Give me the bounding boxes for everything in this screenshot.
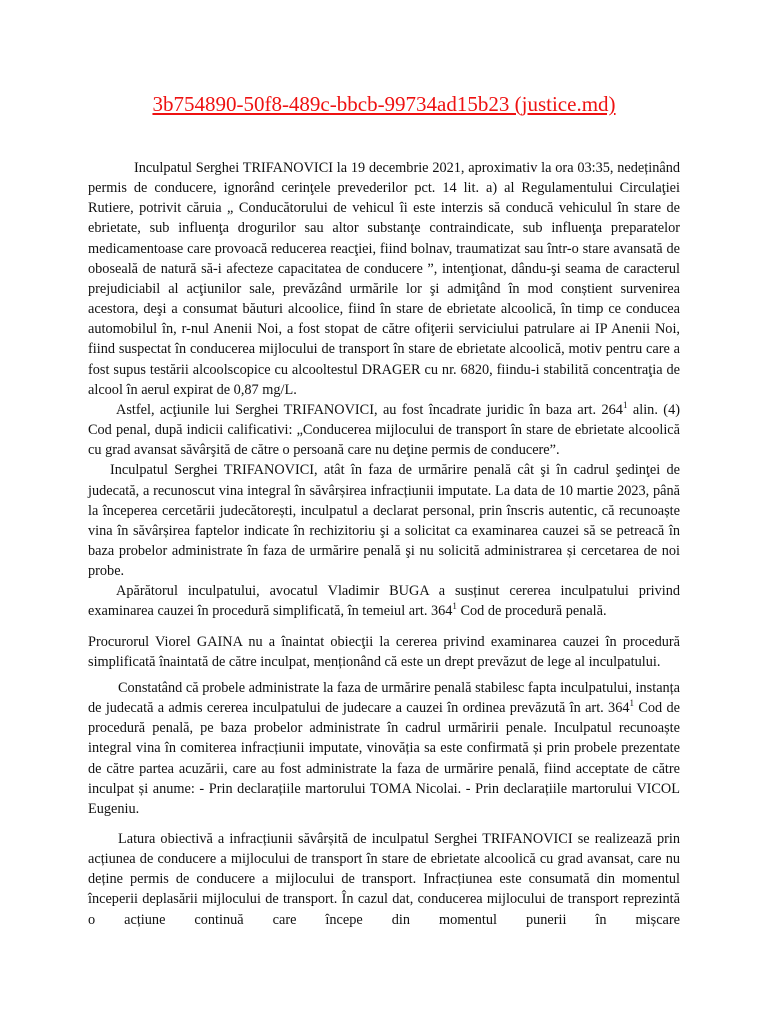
superscript: 1: [629, 698, 635, 709]
document-body: [88, 158, 680, 930]
paragraph-objective-side: Latura obiectivă a infracțiunii săvârșită de inculpatul Serghei TRIFANOVICI se realizează prin acțiunea de conducere a mijlocului de transport în stare de ebrietate alcoolică cu grad avansat, care nu deține permis de conducere a mijlocului de transport. Infracțiunea este consumată din momentul începerii deplasării mijlocului de transport. În cazul dat, conducerea mijlocului de transport reprezintă o acțiune continuă care începe din momentul punerii în mișcare: [88, 831, 680, 928]
paragraph-court-finding: [88, 678, 680, 819]
superscript: 1: [452, 601, 457, 612]
paragraph-legal-qualification: [88, 400, 680, 460]
paragraph-prosecutor: Procurorul Viorel GAINA nu a înaintat obiecţii la cererea privind examinarea cauzei în procedură simplificată înaintată de către inculpat, menționând că este un drept prevăzut de lege al inculpatului.: [88, 633, 680, 670]
paragraph-offense-description: Inculpatul Serghei TRIFANOVICI la 19 decembrie 2021, aproximativ la ora 03:35, nedeținând permis de conducere, ignorând cerinţele prevederilor pct. 14 lit. a) al Regulamentului Circulaţiei Rutiere, potrivit căruia „ Conducătorului de vehicul îi este interzis să conducă vehiculul în stare de ebrietate, sub influenţa drogurilor sau altor substanţe contraindicate, sub influenţa preparatelor medicamentoase care provoacă reducerea reacţiei, fiind bolnav, traumatizat sau într-o stare avansată de oboseală de natură să-i afecteze capacitatea de conducere ”, intenţionat, dându-şi seama de caracterul prejudiciabil al acţiunilor sale, prevăzând urmările lor şi admiţând în mod conștient survenirea acestora, deşi a consumat băuturi alcoolice, fiind în stare de ebrietate alcoolică, în timp ce conducea automobilul în, r-nul Anenii Noi, a fost stopat de către ofiţerii serviciului patrulare ai IP Anenii Noi, fiind suspectat în conducerea mijlocului de transport în stare de ebrietate alcoolică, motiv pentru care a fost supus testării alcoolscopice cu alcooltestul DRAGER cu nr. 6820, fiindu-i stabilită concentraţia de alcool în aerul expirat de 0,87 mg/L.: [88, 160, 680, 398]
text-segment: alin. (4) Cod penal, după indicii calificativi: „Conducerea mijlocului de transport în stare de ebrietate alcoolică cu grad avansat săvârşită de către o persoană care nu deţine permis de conducere”.: [88, 401, 680, 459]
text-segment: Cod de procedură penală.: [456, 603, 607, 620]
text-segment: Apărătorul inculpatului, avocatul Vladimir BUGA a susținut cererea inculpatului privind examinarea cauzei în procedură simplificată, în temeiul art. 364: [88, 583, 680, 620]
text-segment: Constatând că probele administrate la faza de urmărire penală stabilesc fapta inculpatului, instanța de judecată a admis cererea inculpatului de judecare a cauzei în ordinea prevăzută în art. 364: [88, 679, 680, 717]
paragraph-admission-of-guilt: Inculpatul Serghei TRIFANOVICI, atât în faza de urmărire penală cât şi în cadrul şedinţei de judecată, a recunoscut vina integral în săvârșirea infracțiunii imputate. La data de 10 martie 2023, până la începerea cercetării judecătorești, inculpatul a declarat personal, prin înscris autentic, că recunoaște vina în săvârșirea faptelor indicate în rechizitoriu şi a solicitat ca examinarea cauzei să se petreacă în baza probelor administrate în faza de urmărire penală şi nu solicită administrarea și cercetarea de noi probe.: [88, 462, 680, 580]
text-segment: Astfel, acţiunile lui Serghei TRIFANOVICI, au fost încadrate juridic în baza art. 264: [116, 401, 623, 418]
superscript: 1: [622, 400, 628, 411]
document-title[interactable]: 3b754890-50f8-489c-bbcb-99734ad15b23 (justice.md): [152, 92, 616, 116]
text-segment: Cod de procedură penală, pe baza probelor administrate în cadrul urmăririi penale. Inculpatul recunoaște integral vina în comiterea infracțiunii imputate, vinovăția sa este confirmată și prin probele prezentate de către partea acuzării, care au fost administrate la faza de urmărire penală, fiind acceptate de către inculpat și anume: - Prin declarațiile martorului TOMA Nicolai. - Prin declarațiile martorului VICOL Eugeniu.: [88, 700, 680, 817]
paragraph-defense-counsel: [88, 581, 680, 621]
